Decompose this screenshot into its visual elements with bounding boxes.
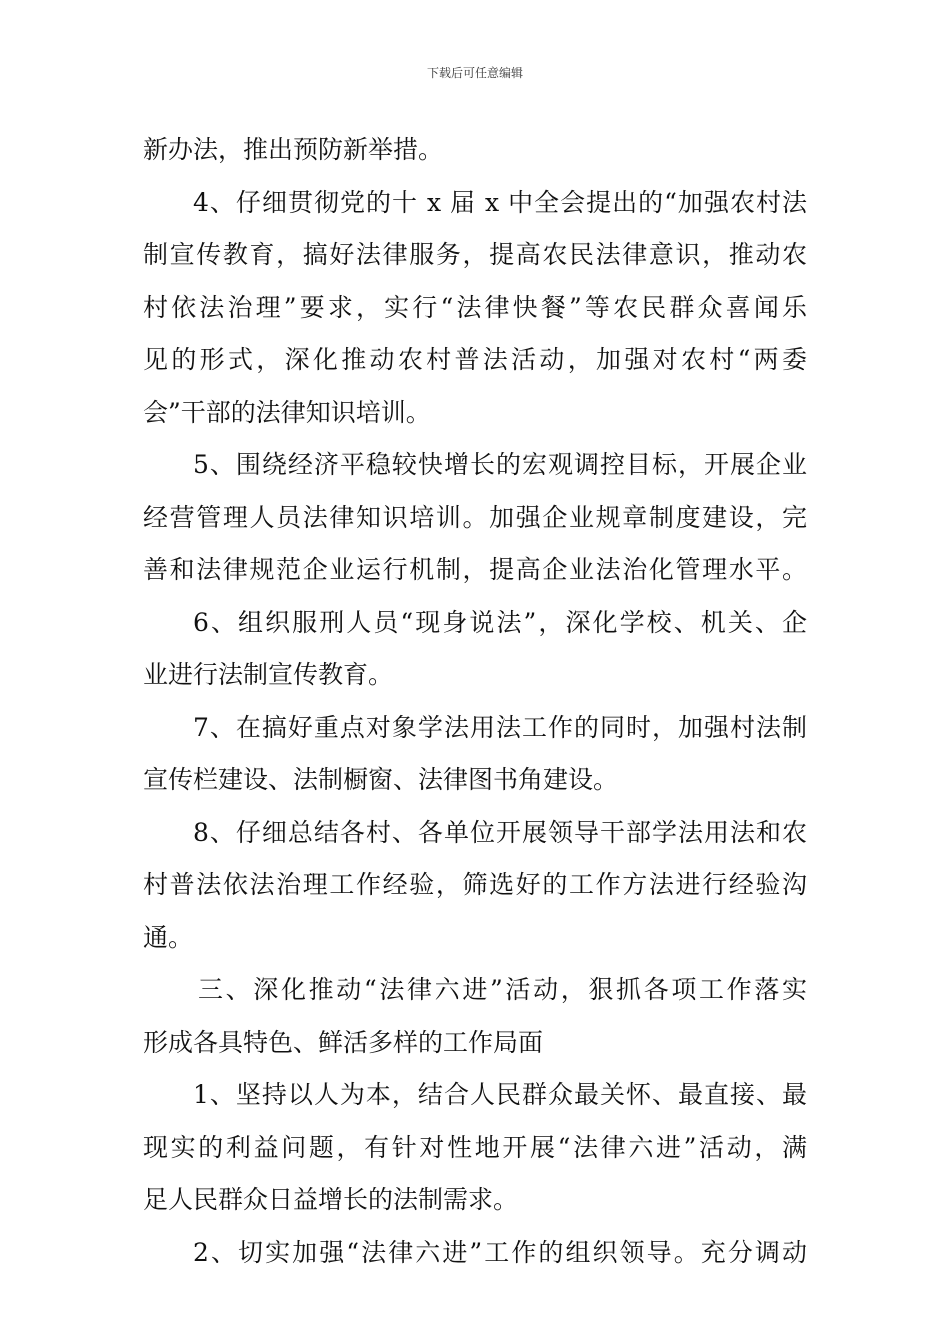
section-heading: 三、深化推动“法律六进”活动，狠抓各项工作落实 bbox=[198, 975, 807, 1004]
page-header: 下载后可任意编辑 bbox=[426, 66, 523, 80]
text-line: 村普法依法治理工作经验，筛选好的工作方法进行经验沟 bbox=[143, 870, 807, 899]
document-body bbox=[143, 124, 807, 1279]
text-line: 6、组织服刑人员“现身说法”，深化学校、机关、企 bbox=[193, 607, 807, 637]
text-line: 5、围绕经济平稳较快增长的宏观调控目标，开展企业 bbox=[193, 450, 807, 479]
text-line: 业进行法制宣传教育。 bbox=[143, 660, 394, 689]
text-line: 会”干部的法律知识培训。 bbox=[143, 397, 431, 427]
text-line: 8、仔细总结各村、各单位开展领导干部学法用法和农 bbox=[193, 817, 807, 847]
text-line: 4、仔细贯彻党的十 x 届 x 中全会提出的“加强农村法 bbox=[193, 187, 807, 217]
text-line: 制宣传教育，搞好法律服务，提高农民法律意识，推动农 bbox=[143, 240, 807, 269]
text-line: 见的形式，深化推动农村普法活动，加强对农村“两委 bbox=[143, 345, 807, 374]
text-line: 经营管理人员法律知识培训。加强企业规章制度建设，完 bbox=[143, 502, 807, 532]
text-line: 现实的利益问题，有针对性地开展“法律六进”活动，满 bbox=[143, 1132, 807, 1162]
section-heading: 形成各具特色、鲜活多样的工作局面 bbox=[143, 1027, 544, 1057]
text-line: 1、坚持以人为本，结合人民群众最关怀、最直接、最 bbox=[193, 1080, 807, 1109]
text-line: 足人民群众日益增长的法制需求。 bbox=[143, 1185, 519, 1214]
text-line: 2、切实加强“法律六进”工作的组织领导。充分调动 bbox=[193, 1237, 807, 1267]
text-line: 7、在搞好重点对象学法用法工作的同时，加强村法制 bbox=[193, 712, 807, 742]
text-line: 村依法治理”要求，实行“法律快餐”等农民群众喜闻乐 bbox=[143, 292, 807, 322]
text-line: 善和法律规范企业运行机制，提高企业法治化管理水平。 bbox=[143, 555, 807, 584]
text-line: 新办法，推出预防新举措。 bbox=[143, 135, 444, 164]
text-line: 通。 bbox=[143, 922, 194, 952]
text-line: 宣传栏建设、法制橱窗、法律图书角建设。 bbox=[143, 765, 619, 794]
